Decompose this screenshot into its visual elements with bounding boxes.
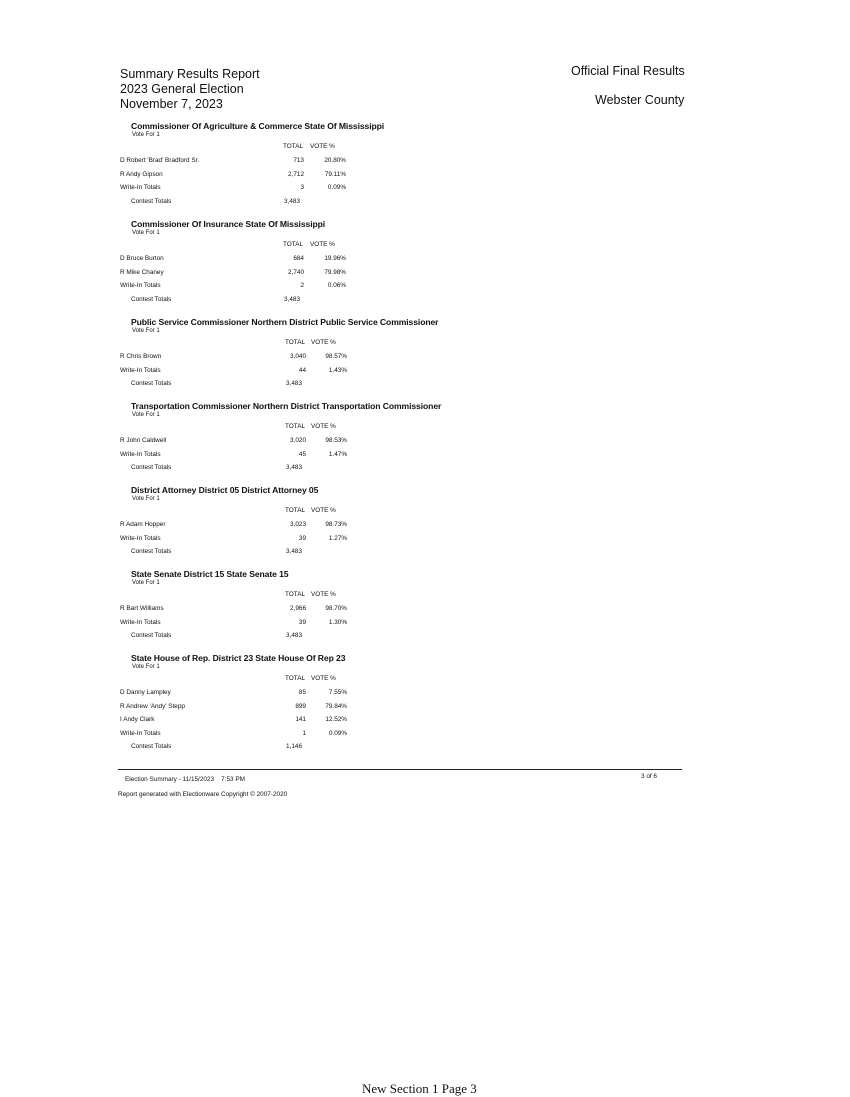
vote-total: 3,020 [290, 437, 306, 444]
vote-for-label: Vote For 1 [132, 580, 160, 586]
vote-percent: 7.55% [328, 689, 347, 696]
candidate-row [120, 619, 380, 629]
contest-totals-value: 3,483 [286, 548, 302, 556]
contest-title: Commissioner Of Insurance State Of Mississippi [131, 219, 326, 229]
candidate-name: Write-In Totals [120, 450, 161, 458]
candidate-name: Write-In Totals [120, 729, 161, 737]
contest-block [120, 569, 520, 644]
candidate-row [120, 282, 380, 292]
column-header-total: TOTAL [285, 423, 306, 430]
candidate-name: Write-In Totals [120, 366, 161, 374]
candidate-name: D Danny Lampley [120, 689, 171, 696]
candidate-row [120, 451, 380, 461]
candidate-name: I Andy Clark [120, 716, 155, 724]
vote-percent: 79.84% [325, 702, 347, 710]
contest-title: State Senate District 15 State Senate 15 [131, 569, 289, 579]
contest-totals-row [120, 548, 380, 558]
contest-totals-label: Contest Totals [131, 464, 172, 472]
vote-percent: 0.09% [328, 729, 347, 737]
report-title: Summary Results Report [120, 67, 260, 81]
section-page-label: New Section 1 Page 3 [362, 1081, 477, 1096]
candidate-name: Write-In Totals [120, 282, 161, 290]
vote-for-label: Vote For 1 [132, 664, 160, 670]
candidate-name: R John Caldwell [120, 437, 167, 444]
contest-title: Transportation Commissioner Northern District Transportation Commissioner [131, 401, 442, 411]
contest-totals-row [120, 296, 380, 306]
candidate-row [120, 605, 380, 615]
contest-totals-value: 3,483 [286, 464, 302, 472]
vote-total: 141 [295, 716, 306, 724]
candidate-name: R Andrew 'Andy' Stepp [120, 702, 185, 710]
contest-totals-row [120, 464, 380, 474]
candidate-row [120, 716, 380, 726]
candidate-row [120, 535, 380, 545]
contest-block [120, 485, 520, 560]
contest-title: Commissioner Of Agriculture & Commerce State Of Mississippi [131, 121, 385, 131]
footer-copyright: Report generated with Electionware Copyright © 2007-2020 [118, 791, 288, 798]
vote-total: 2,740 [288, 268, 304, 276]
vote-total: 39 [298, 534, 306, 542]
candidate-name: Write-In Totals [120, 534, 161, 542]
candidate-row [120, 353, 380, 363]
contest-totals-row [120, 743, 380, 753]
election-name: 2023 General Election [120, 82, 244, 96]
vote-for-label: Vote For 1 [132, 412, 160, 418]
results-status: Official Final Results [571, 64, 685, 78]
column-header-vote-pct: VOTE % [311, 507, 336, 514]
vote-for-label: Vote For 1 [132, 132, 160, 138]
election-date: November 7, 2023 [120, 97, 223, 111]
vote-for-label: Vote For 1 [132, 496, 160, 502]
column-header-vote-pct: VOTE % [310, 143, 335, 150]
candidate-name: R Andy Gipson [120, 170, 163, 178]
candidate-row [120, 689, 380, 699]
candidate-name: D Bruce Burton [120, 255, 164, 262]
footer-summary: Election Summary - 11/15/2023 7:53 PM [125, 776, 245, 783]
candidate-name: D Robert 'Brad' Bradford Sr. [120, 157, 200, 164]
candidate-row [120, 437, 380, 447]
contest-totals-label: Contest Totals [131, 743, 172, 751]
candidate-name: Write-In Totals [120, 618, 161, 626]
column-header-total: TOTAL [285, 591, 306, 598]
page-number: 3 of 6 [641, 773, 657, 780]
vote-percent: 98.57% [325, 353, 347, 360]
contest-totals-label: Contest Totals [131, 380, 172, 388]
contest-title: District Attorney District 05 District Attorney 05 [131, 485, 319, 495]
candidate-row [120, 730, 380, 740]
candidate-row [120, 269, 380, 279]
candidate-row [120, 367, 380, 377]
contest-totals-row [120, 198, 380, 208]
vote-total: 713 [293, 157, 304, 164]
vote-total: 2,712 [288, 170, 304, 178]
candidate-row [120, 184, 380, 194]
vote-percent: 98.70% [325, 605, 347, 612]
contest-totals-row [120, 632, 380, 642]
column-header-vote-pct: VOTE % [310, 241, 335, 248]
vote-percent: 1.47% [328, 450, 347, 458]
vote-total: 2 [300, 282, 304, 290]
column-header-total: TOTAL [285, 507, 306, 514]
contest-totals-label: Contest Totals [131, 548, 172, 556]
contest-block [120, 121, 520, 209]
column-header-vote-pct: VOTE % [311, 675, 336, 682]
vote-total: 3,040 [290, 353, 306, 360]
candidate-row [120, 255, 380, 265]
candidate-name: Write-In Totals [120, 184, 161, 192]
column-header-total: TOTAL [283, 241, 304, 248]
candidate-name: R Mike Chaney [120, 268, 164, 276]
column-header-total: TOTAL [285, 339, 306, 346]
contest-totals-value: 3,483 [284, 295, 300, 303]
vote-percent: 98.73% [325, 521, 347, 528]
candidate-row [120, 703, 380, 713]
vote-percent: 1.30% [328, 618, 347, 626]
vote-total: 39 [298, 618, 306, 626]
vote-total: 899 [295, 702, 306, 710]
vote-percent: 0.06% [327, 282, 346, 290]
contest-block [120, 219, 520, 307]
contest-totals-row [120, 380, 380, 390]
report-header [120, 67, 260, 112]
vote-total: 3,023 [290, 521, 306, 528]
column-header-total: TOTAL [283, 143, 304, 150]
contest-totals-label: Contest Totals [131, 197, 172, 205]
footer-divider [118, 769, 682, 770]
column-header-vote-pct: VOTE % [311, 423, 336, 430]
vote-percent: 1.27% [328, 534, 347, 542]
candidate-row [120, 521, 380, 531]
candidate-name: R Chris Brown [120, 353, 162, 360]
vote-total: 44 [298, 366, 306, 374]
vote-for-label: Vote For 1 [132, 230, 160, 236]
vote-percent: 98.53% [325, 437, 347, 444]
vote-percent: 79.98% [324, 268, 346, 276]
candidate-row [120, 157, 380, 167]
column-header-vote-pct: VOTE % [311, 591, 336, 598]
vote-percent: 79.11% [324, 170, 346, 178]
vote-total: 2,966 [290, 605, 306, 612]
contest-totals-label: Contest Totals [131, 632, 172, 640]
contest-totals-label: Contest Totals [131, 295, 172, 303]
contest-totals-value: 3,483 [286, 632, 302, 640]
vote-total: 1 [302, 729, 306, 737]
vote-total: 85 [298, 689, 306, 696]
column-header-total: TOTAL [285, 675, 306, 682]
contest-title: State House of Rep. District 23 State House Of Rep 23 [131, 653, 346, 663]
vote-for-label: Vote For 1 [132, 328, 160, 334]
vote-total: 684 [293, 255, 304, 262]
contest-block [120, 401, 520, 476]
vote-percent: 20.80% [324, 157, 346, 164]
vote-percent: 0.09% [327, 184, 346, 192]
vote-percent: 12.52% [325, 716, 347, 724]
vote-percent: 1.43% [328, 366, 347, 374]
vote-total: 45 [298, 450, 306, 458]
candidate-name: R Bart Williams [120, 605, 164, 612]
candidate-row [120, 171, 380, 181]
contest-totals-value: 1,146 [286, 743, 302, 751]
vote-percent: 19.96% [324, 255, 346, 262]
candidate-name: R Adam Hopper [120, 521, 166, 528]
contest-title: Public Service Commissioner Northern District Public Service Commissioner [131, 317, 439, 327]
contest-totals-value: 3,483 [284, 197, 300, 205]
contest-block [120, 653, 520, 755]
column-header-vote-pct: VOTE % [311, 339, 336, 346]
contest-block [120, 317, 520, 392]
vote-total: 3 [300, 184, 304, 192]
county-name: Webster County [595, 93, 685, 107]
contest-totals-value: 3,483 [286, 380, 302, 388]
